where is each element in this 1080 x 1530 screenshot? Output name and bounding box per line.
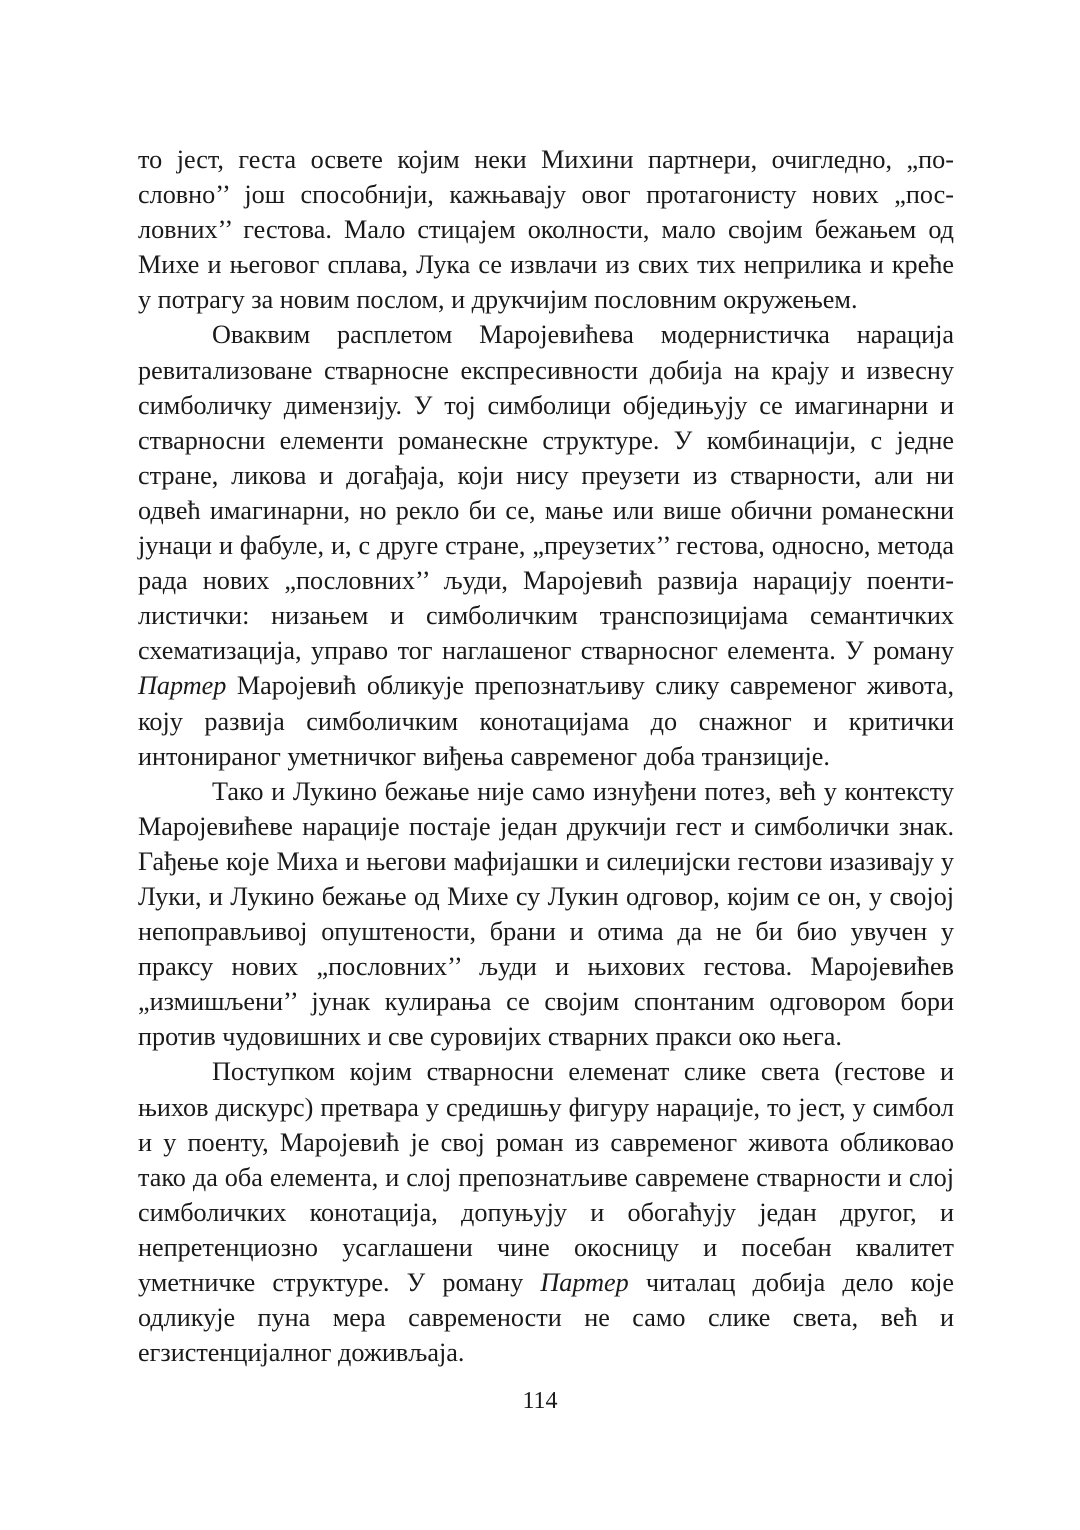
page-body — [138, 142, 954, 1370]
paragraph-2-text-after: Маројевић обликује препознатљиву слику савременог живота, коју развија симболичким конотацијама до снажног и критички интонираног уметничког виђења савременог доба транзиције. — [138, 671, 954, 771]
paragraph-1 — [138, 142, 954, 317]
novel-title: Партер — [138, 671, 227, 701]
paragraph-2-text: Оваквим расплетом Маројевићева модернистичка нарација ревитализоване стварносне експресивности добија на крају и извесну симболичку димензију. У тој симболици обједињују се имагинарни и стварносни елементи романескне структуре. У комбинацији, с једне стране, ликова и догађаја, који нису преузети из стварности, али ни одвећ имагинарни, но рекло би се, мање или више обични романескни јунаци и фабуле, и, с друге стране, „преузетих’’ гестова, односно, метода рада нових „пословних’’ људи, Маројевић развија нарацију поентилистички: низањем и симболичким транспозицијама семантичких схематизација, управо тог наглашеног стварносног елемента. У роману — [138, 320, 954, 666]
paragraph-3 — [138, 774, 954, 1055]
paragraph-3-text: Тако и Лукино бежање није само изнуђени потез, већ у контексту Маројевићеве нарације постаје један друкчији гест и симболички знак. Гађење које Миха и његови мафијашки и силеџијски гестови изазивају у Луки, и Лукино бежање од Михе су Лукин одговор, којим се он, у својој непоправљивој опуштености, брани и отима да не би био увучен у праксу нових „пословних’’ људи и њихових гестова. Маројевићев „измишљени’’ јунак кулирања се својим спонтаним одговором бори против чудовишних и све суровијих стварних пракси око њега. — [138, 776, 954, 1052]
novel-title: Партер — [540, 1268, 629, 1297]
paragraph-4-text-after: читалац добија дело које одликује пуна мера савремености не само слике света, већ и егзистенцијалног доживљаја. — [138, 1268, 954, 1368]
paragraph-1-text: то јест, геста освете којим неки Михини партнери, очигледно, „пословно’’ још способнији, кажњавају овог протагонисту нових „пословних’’ гестова. Мало стицајем околности, мало својим бежањем од Михе и његовог сплава, Лука се извлачи из свих тих неприлика и креће у потрагу за новим послом, и друкчијим пословним окружењем. — [138, 145, 954, 315]
page-number: 114 — [522, 1388, 558, 1414]
paragraph-4-text: Поступком којим стварносни елеменат слике света (гестове и њихов дискурс) претвара у средишњу фигуру нарације, то јест, у симбол и у поенту, Маројевић је свој роман из савременог живота обликовао тако да оба елемента, и слој препознатљиве савремене стварности и слој симболичких конотација, допуњују и обогаћују један другог, и непретенциозно усаглашени чине окосницу и посебан квалитет уметничке структуре. У роману — [138, 1057, 954, 1297]
paragraph-4 — [138, 1054, 954, 1370]
paragraph-2 — [138, 317, 954, 773]
